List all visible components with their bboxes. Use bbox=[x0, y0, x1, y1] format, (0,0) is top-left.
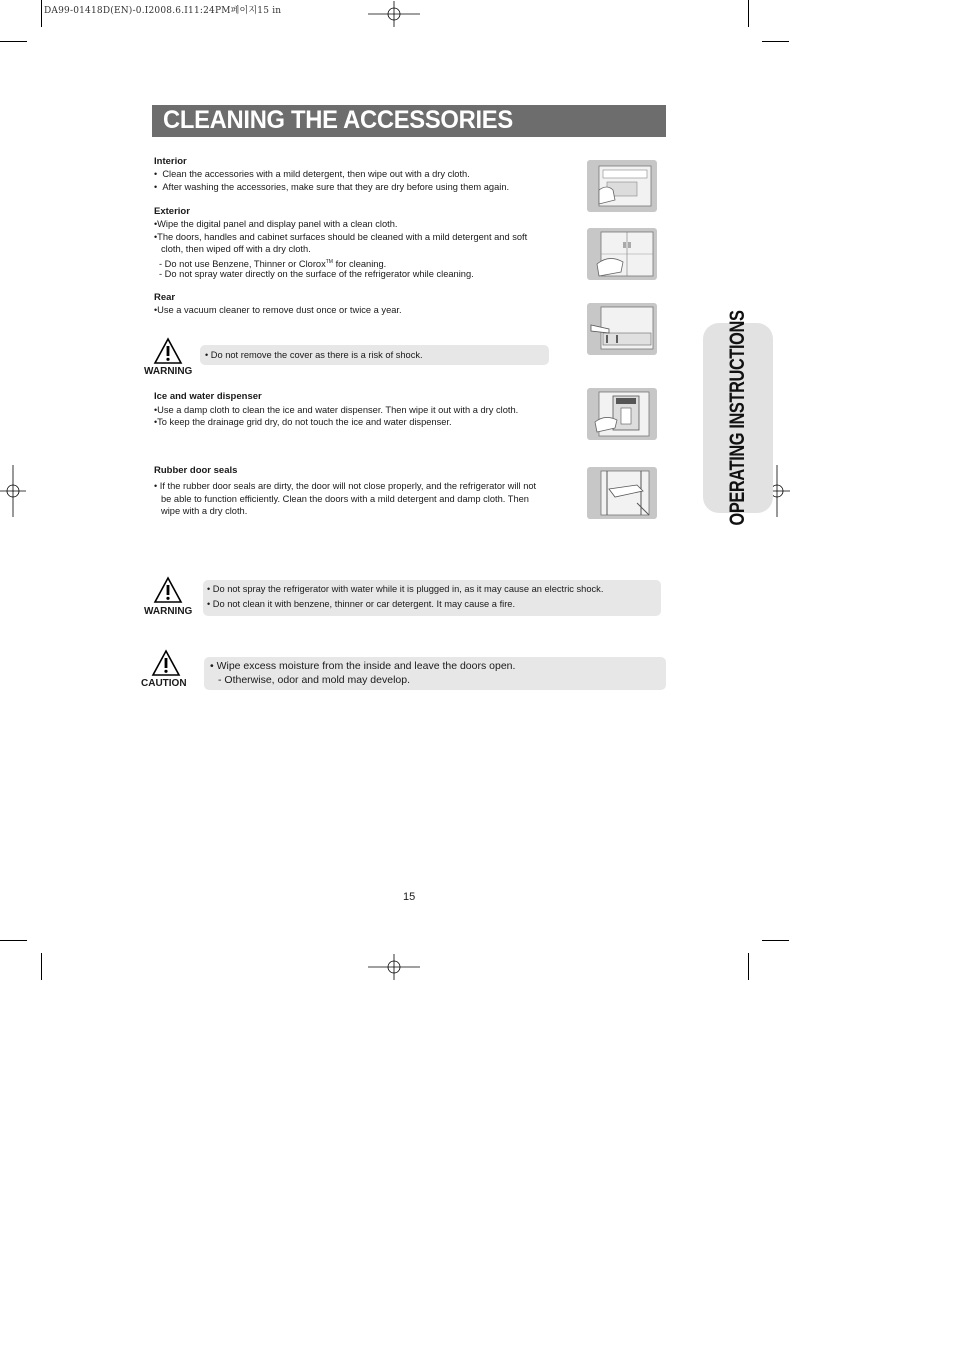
seals-heading: Rubber door seals bbox=[154, 465, 238, 476]
warning-note-box bbox=[200, 345, 549, 365]
dispenser-cleaning-image bbox=[587, 388, 657, 440]
page-title-bar bbox=[152, 105, 666, 137]
warning-triangle-icon bbox=[153, 576, 183, 604]
rear-line: •Use a vacuum cleaner to remove dust once or twice a year. bbox=[154, 305, 402, 315]
crop-mark bbox=[41, 953, 42, 980]
crop-mark bbox=[762, 41, 789, 42]
rear-heading: Rear bbox=[154, 292, 176, 303]
interior-cleaning-image bbox=[587, 160, 657, 212]
print-slug: DA99-01418D(EN)-0.I2008.6.I11:24PM페이지15 in bbox=[44, 6, 282, 16]
dispenser-heading: Ice and water dispenser bbox=[154, 391, 262, 402]
crop-mark bbox=[0, 940, 27, 941]
exterior-line: cloth, then wiped off with a dry cloth. bbox=[161, 244, 311, 254]
crop-mark bbox=[762, 940, 789, 941]
registration-mark-icon bbox=[368, 1, 420, 27]
rear-vacuum-image bbox=[587, 303, 657, 355]
dispenser-line: •To keep the drainage grid dry, do not touch the ice and water dispenser. bbox=[154, 417, 452, 427]
caution-triangle-icon bbox=[151, 649, 181, 677]
caution-note-text: - Otherwise, odor and mold may develop. bbox=[218, 674, 411, 686]
registration-mark-icon bbox=[368, 954, 420, 980]
exterior-line: - Do not spray water directly on the surface of the refrigerator while cleaning. bbox=[159, 269, 474, 279]
page-number: 15 bbox=[403, 891, 416, 903]
exterior-cleaning-image bbox=[587, 228, 657, 280]
crop-mark bbox=[0, 41, 27, 42]
caution-label: CAUTION bbox=[141, 678, 187, 689]
warning-note-text: • Do not spray the refrigerator with water while it is plugged in, as it may cause an electric shock. bbox=[207, 584, 604, 594]
warning-label: WARNING bbox=[144, 366, 193, 377]
interior-heading: Interior bbox=[154, 156, 187, 167]
page-title: CLEANING THE ACCESSORIES bbox=[163, 106, 513, 134]
interior-line: • After washing the accessories, make sure that they are dry before using them again. bbox=[154, 182, 510, 192]
registration-mark-icon bbox=[0, 465, 26, 517]
seals-line: • If the rubber door seals are dirty, the door will not close properly, and the refrigerator will not bbox=[154, 481, 537, 491]
exterior-heading: Exterior bbox=[154, 206, 190, 217]
exterior-line: - Do not use Benzene, Thinner or Clorox™ for cleaning. bbox=[159, 259, 387, 270]
dispenser-line: •Use a damp cloth to clean the ice and water dispenser. Then wipe it out with a dry cloth. bbox=[154, 405, 519, 415]
crop-mark bbox=[748, 0, 749, 27]
warning-triangle-icon bbox=[153, 337, 183, 365]
interior-line: • Clean the accessories with a mild detergent, then wipe out with a dry cloth. bbox=[154, 169, 470, 179]
door-seal-cleaning-image bbox=[587, 467, 657, 519]
warning-note-text: • Do not clean it with benzene, thinner or car detergent. It may cause a fire. bbox=[207, 599, 516, 609]
caution-note-text: • Wipe excess moisture from the inside and leave the doors open. bbox=[210, 660, 516, 672]
seals-line: be able to function efficiently. Clean the doors with a mild detergent and damp cloth. Then bbox=[161, 494, 529, 504]
section-side-tab-label: OPERATING INSTRUCTIONS bbox=[726, 310, 749, 526]
seals-line: wipe with a dry cloth. bbox=[161, 506, 248, 516]
warning-note-box bbox=[203, 580, 661, 616]
exterior-line: •Wipe the digital panel and display panel with a clean cloth. bbox=[154, 219, 398, 229]
warning-note-text: • Do not remove the cover as there is a risk of shock. bbox=[205, 350, 423, 360]
crop-mark bbox=[41, 0, 42, 27]
caution-note-box bbox=[204, 657, 666, 690]
crop-mark bbox=[748, 953, 749, 980]
exterior-line: •The doors, handles and cabinet surfaces should be cleaned with a mild detergent and soft bbox=[154, 232, 528, 242]
warning-label: WARNING bbox=[144, 606, 193, 617]
